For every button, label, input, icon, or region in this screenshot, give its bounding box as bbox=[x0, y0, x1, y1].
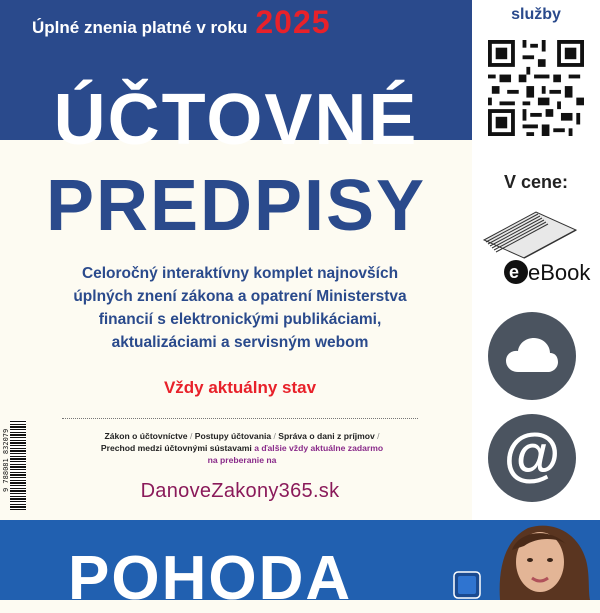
topic-extra-2: na preberanie na bbox=[207, 455, 277, 465]
description bbox=[60, 262, 420, 354]
topic-item: Správa o dani z príjmov bbox=[278, 431, 375, 441]
services-label: služby bbox=[511, 6, 561, 23]
qr-code-icon[interactable] bbox=[488, 40, 584, 136]
description-line: Celoročný interaktívny komplet najnovších bbox=[81, 265, 399, 282]
divider bbox=[62, 418, 418, 419]
topic-item: Prechod medzi účtovnými sústavami bbox=[100, 443, 252, 453]
ebook-icon bbox=[478, 200, 591, 292]
topic-extra: a ďalšie vždy aktuálne zadarmo bbox=[254, 443, 384, 453]
year: 2025 bbox=[255, 4, 331, 40]
separator: / bbox=[189, 431, 193, 441]
svg-text:e: e bbox=[509, 262, 520, 282]
separator: / bbox=[377, 431, 380, 441]
person-photo bbox=[448, 520, 600, 600]
cloud-icon[interactable] bbox=[488, 312, 576, 400]
subtitle-row bbox=[32, 4, 331, 44]
price-label: V cene: bbox=[503, 172, 569, 192]
separator: / bbox=[273, 431, 276, 441]
subtitle: Úplné znenia platné v roku bbox=[32, 18, 248, 37]
barcode-digits: 9 788081 832079 bbox=[2, 428, 10, 492]
topic-item: Zákon o účtovníctve bbox=[104, 431, 188, 441]
title-line-2: PREDPISY bbox=[45, 166, 427, 246]
description-line: aktualizáciami a servisným webom bbox=[111, 334, 369, 351]
title-line-1: ÚČTOVNÉ bbox=[53, 80, 419, 160]
topic-item: Postupy účtovania bbox=[194, 431, 272, 441]
ebook-text: eBook bbox=[528, 260, 591, 285]
website-link[interactable]: DanoveZakony365.sk bbox=[140, 480, 340, 502]
at-icon[interactable] bbox=[488, 414, 576, 502]
topics-list bbox=[62, 430, 422, 466]
description-line: financií s elektronickými publikáciami, bbox=[98, 311, 382, 328]
at-glyph: @ bbox=[503, 422, 561, 487]
description-line: úplných znení zákona a opatrení Ministerstva bbox=[73, 288, 407, 305]
bottom-title: POHODA bbox=[68, 544, 353, 613]
always-current-tagline: Vždy aktuálny stav bbox=[163, 378, 317, 397]
cloud-glyph bbox=[504, 336, 560, 376]
